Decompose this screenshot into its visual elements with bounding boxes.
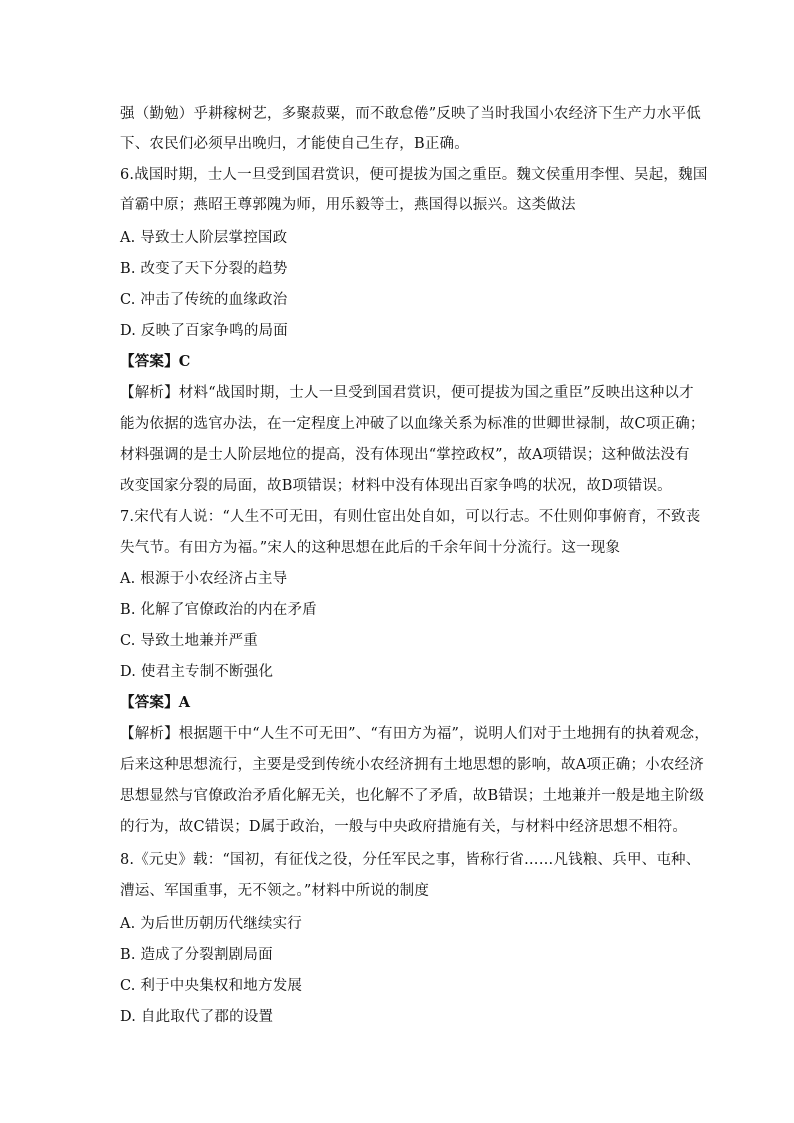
analysis-text: 【解析】材料“战国时期，士人一旦受到国君赏识，便可提拔为国之重臣”反映出这种以才 (120, 385, 694, 401)
question-6-stem: 首霸中原；燕昭王尊郭隗为师，用乐毅等士，燕国得以振兴。这类做法 (120, 197, 576, 213)
option-b: B. 改变了天下分裂的趋势 (120, 261, 288, 277)
analysis-text: 改变国家分裂的局面，故B项错误；材料中没有体现出百家争鸣的状况，故D项错误。 (120, 478, 672, 494)
analysis-text: 材料强调的是士人阶层地位的提高，没有体现出“掌控政权”，故A项错误；这种做法没有 (120, 447, 690, 463)
question-6-stem: 6.战国时期，士人一旦受到国君赏识，便可提拔为国之重臣。魏文侯重用李悝、吴起，魏国 (120, 167, 708, 183)
analysis-text: 后来这种思想流行，主要是受到传统小农经济拥有土地思想的影响，故A项正确；小农经济 (120, 757, 704, 773)
option-c: C. 利于中央集权和地方发展 (120, 978, 303, 994)
option-d: D. 使君主专制不断强化 (120, 664, 274, 680)
analysis-text: 思想显然与官僚政治矛盾化解无关，也化解不了矛盾，故B错误；土地兼并一般是地主阶级 (120, 788, 705, 804)
option-a: A. 为后世历朝历代继续实行 (120, 916, 302, 932)
text-line: 强（勤勉）乎耕稼树艺，多聚菽粟，而不敢怠倦”反映了当时我国小农经济下生产力水平低 (120, 106, 701, 122)
option-d: D. 反映了百家争鸣的局面 (120, 323, 288, 339)
option-d: D. 自此取代了郡的设置 (120, 1009, 274, 1025)
question-7-stem: 失气节。有田方为福。”宋人的这种思想在此后的千余年间十分流行。这一现象 (120, 540, 621, 556)
answer-label: 【答案】C (120, 353, 191, 370)
question-8-stem: 漕运、军国重事，无不领之。”材料中所说的制度 (120, 883, 430, 899)
option-c: C. 导致土地兼并严重 (120, 633, 258, 649)
analysis-text: 的行为，故C错误；D属于政治，一般与中央政府措施有关，与材料中经济思想不相符。 (120, 819, 688, 835)
analysis-text: 【解析】根据题干中“人生不可无田”、“有田方为福”，说明人们对于土地拥有的执着观念， (120, 726, 710, 742)
option-c: C. 冲击了传统的血缘政治 (120, 292, 288, 308)
answer-label: 【答案】A (120, 694, 191, 711)
option-a: A. 导致士人阶层掌控国政 (120, 230, 288, 246)
text-line: 下、农民们必须早出晚归，才能使自己生存，B正确。 (120, 136, 469, 152)
option-b: B. 化解了官僚政治的内在矛盾 (120, 602, 317, 618)
question-7-stem: 7.宋代有人说：“人生不可无田，有则仕宦出处自如，可以行志。不仕则仰事俯育，不致丧 (120, 509, 701, 525)
option-b: B. 造成了分裂割剧局面 (120, 947, 273, 963)
option-a: A. 根源于小农经济占主导 (120, 571, 288, 587)
question-8-stem: 8.《元史》载：“国初，有征伐之役，分任军民之事，皆称行省……凡钱粮、兵甲、屯种、 (120, 852, 701, 868)
analysis-text: 能为依据的选官办法，在一定程度上冲破了以血缘关系为标准的世卿世禄制，故C项正确； (120, 416, 705, 432)
